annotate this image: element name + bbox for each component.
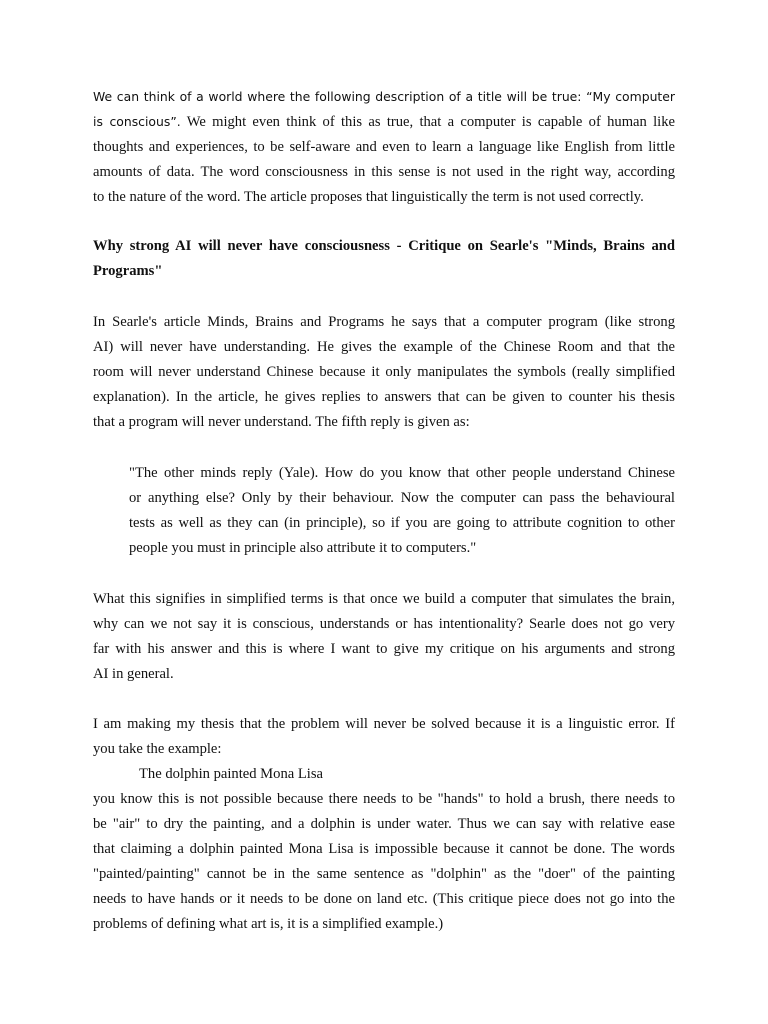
paragraph-line: explanation). In the article, he gives replies to answers that can be given to counter his thesis — [93, 389, 675, 405]
intro-paragraph — [93, 84, 675, 210]
paragraph-line: be "air" to dry the painting, and a dolphin is under water. Thus we can say with relative ease — [93, 816, 675, 832]
paragraph-line: needs to have hands or it needs to be done on land etc. (This critique piece does not go into the — [93, 891, 675, 907]
paragraph-line: far with his answer and this is where I want to give my critique on his arguments and strong — [93, 641, 675, 657]
heading-line: Why strong AI will never have consciousness - Critique on Searle's "Minds, Brains and — [93, 238, 675, 254]
intro-line: We can think of a world where the following description of a title will be true: “My computer — [93, 89, 675, 104]
intro-line: thoughts and experiences, to be self-aware and even to learn a language like English from little — [93, 139, 675, 155]
intro-line: amounts of data. The word consciousness in this sense is not used in the right way, according — [93, 164, 675, 180]
paragraph-line: that claiming a dolphin painted Mona Lisa is impossible because it cannot be done. The words — [93, 841, 675, 857]
paragraph-line: What this signifies in simplified terms is that once we build a computer that simulates the brain, — [93, 591, 675, 607]
intro-line-sans-part: is conscious”. — [93, 114, 181, 129]
paragraph-line: you know this is not possible because there needs to be "hands" to hold a brush, there needs to — [93, 791, 675, 807]
dolphin-paragraph — [93, 787, 675, 937]
thesis-paragraph — [93, 712, 675, 762]
paragraph-line: you take the example: — [93, 741, 222, 757]
block-quote — [129, 461, 675, 561]
section-heading — [93, 234, 675, 284]
heading-line: Programs" — [93, 263, 163, 279]
intro-line-rest: We might even think of this as true, that a computer is capable of human like — [186, 114, 675, 130]
quote-line: or anything else? Only by their behaviour. Now the computer can pass the behavioural — [129, 490, 675, 506]
paragraph-line: AI) will never have understanding. He gives the example of the Chinese Room and that the — [93, 339, 675, 355]
signifies-paragraph — [93, 587, 675, 687]
paragraph-line: why can we not say it is conscious, understands or has intentionality? Searle does not go very — [93, 616, 675, 632]
example-sentence: The dolphin painted Mona Lisa — [139, 766, 324, 782]
paragraph-line: that a program will never understand. The fifth reply is given as: — [93, 414, 470, 430]
quote-line: people you must in principle also attribute it to computers." — [129, 540, 477, 556]
searle-paragraph — [93, 310, 675, 435]
paragraph-line: I am making my thesis that the problem will never be solved because it is a linguistic error. If — [93, 716, 675, 732]
intro-line — [93, 109, 675, 135]
intro-line: to the nature of the word. The article proposes that linguistically the term is not used correctly. — [93, 189, 644, 205]
paragraph-line: "painted/painting" cannot be in the same sentence as "dolphin" as the "doer" of the painting — [93, 866, 675, 882]
paragraph-line: AI in general. — [93, 666, 174, 682]
paragraph-line: In Searle's article Minds, Brains and Programs he says that a computer program (like strong — [93, 314, 675, 330]
paragraph-line: room will never understand Chinese because it only manipulates the symbols (really simplified — [93, 364, 675, 380]
quote-line: "The other minds reply (Yale). How do you know that other people understand Chinese — [129, 465, 675, 481]
paragraph-line: problems of defining what art is, it is a simplified example.) — [93, 916, 444, 932]
quote-line: tests as well as they can (in principle), so if you are going to attribute cognition to other — [129, 515, 675, 531]
